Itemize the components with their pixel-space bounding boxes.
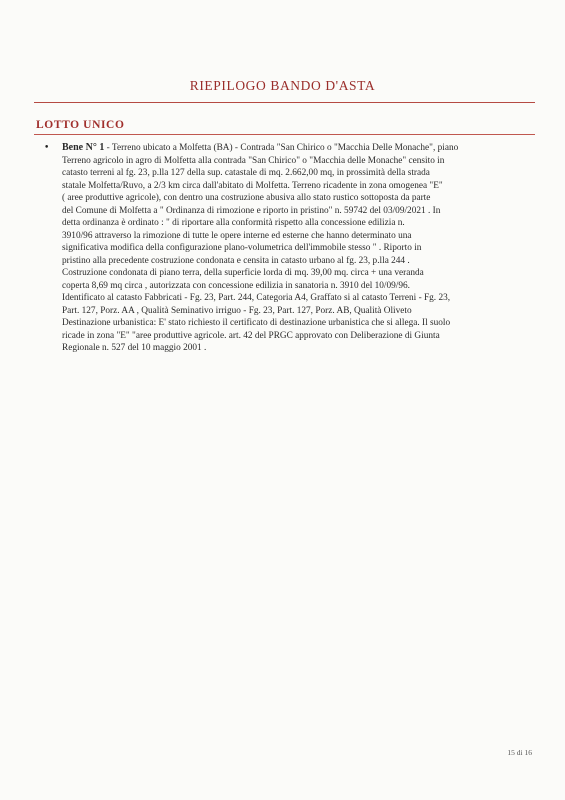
bene-line: pristino alla precedente costruzione condonata e censita in catasto urbano al fg. 23, p.lla 244 .	[62, 255, 410, 266]
bene-line: Regionale n. 527 del 10 maggio 2001 .	[62, 343, 207, 353]
page-number: 15 di 16	[507, 748, 532, 757]
section-divider	[34, 134, 535, 135]
bene-line: Destinazione urbanistica: E' stato richiesto il certificato di destinazione urbanistica che si allega. Il suolo	[62, 318, 451, 328]
bene-line: statale Molfetta/Ruvo, a 2/3 km circa dall'abitato di Molfetta. Terreno ricadente in zona omogenea "E"	[62, 180, 443, 191]
bene-line: Part. 127, Porz. AA , Qualità Seminativo irriguo - Fg. 23, Part. 127, Porz. AB, Qualità Oliveto	[62, 305, 412, 316]
title-divider	[34, 102, 535, 103]
bene-line: Costruzione condonata di piano terra, della superficie lorda di mq. 39,00 mq. circa + una veranda	[62, 268, 424, 278]
bene-line: Identificato al catasto Fabbricati - Fg. 23, Part. 244, Categoria A4, Graffato si al catasto Terreni - Fg. 23,	[62, 293, 451, 303]
bullet-icon: •	[44, 143, 50, 153]
bene-line: coperta 8,69 mq circa , autorizzata con concessione edilizia in sanatoria n. 3910 del 10/09/96.	[62, 280, 410, 291]
bene-line: del Comune di Molfetta a " Ordinanza di rimozione e riporto in pristino" n. 59742 del 03/09/2021 . In	[62, 205, 441, 216]
bene-line: ricade in zona "E" "aree produttive agricole. art. 42 del PRGC approvato con Deliberazione di Giunta	[62, 330, 440, 341]
bene-line: significativa modifica della configurazione plano-volumetrica dell'immobile stesso " . Riporto in	[62, 243, 422, 253]
bene-line: 3910/96 attraverso la rimozione di tutte le opere interne ed esterne che hanno determinato una	[62, 230, 412, 241]
bene-line: detta ordinanza è ordinato : " di riportare alla conformità rispetto alla concessione edilizia n.	[62, 218, 405, 228]
section-heading: LOTTO UNICO	[36, 119, 125, 131]
page-title: RIEPILOGO BANDO D'ASTA	[189, 78, 376, 93]
bene-line: Terreno agricolo in agro di Molfetta alla contrada "San Chirico" o "Macchia delle Monache" censito in	[62, 155, 445, 166]
bene-line: ( aree produttive agricole), con dentro una costruzione abusiva allo stato rustico sottoposta da parte	[62, 193, 431, 203]
bene-label: Bene N° 1	[62, 142, 105, 153]
bene-line	[62, 142, 542, 155]
bene-text: - Terreno ubicato a Molfetta (BA) - Contrada "San Chirico o "Macchia Delle Monache", piano	[104, 143, 459, 153]
bene-line: catasto terreni al fg. 23, p.lla 127 della sup. catastale di mq. 2.662,00 mq, in prossimità della strada	[62, 168, 430, 178]
list-item-bene-1	[44, 142, 542, 355]
